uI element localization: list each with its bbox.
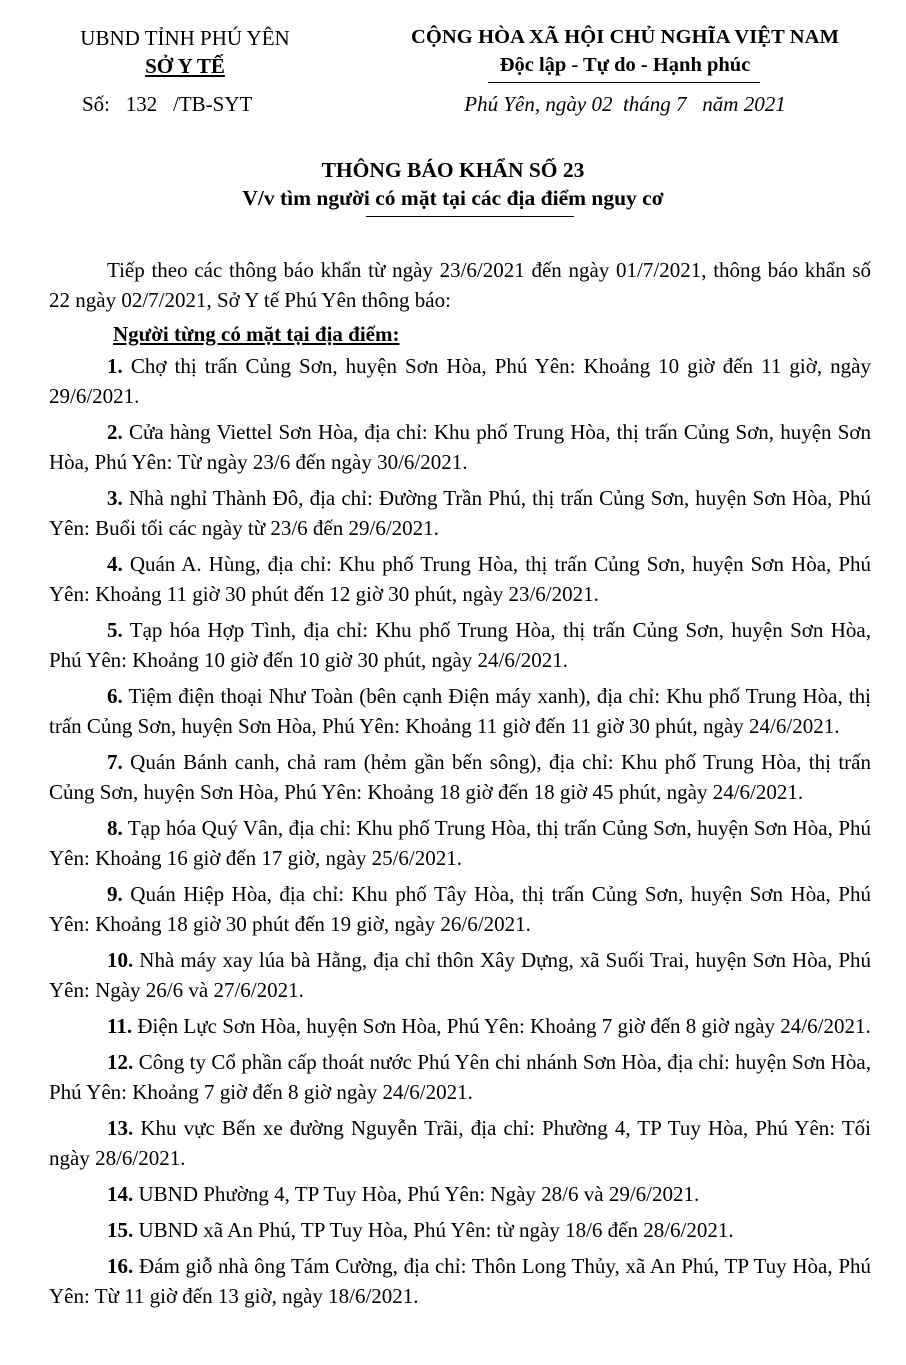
- list-item: [49, 483, 871, 543]
- item-number: 2.: [107, 420, 123, 444]
- list-item: [49, 1215, 871, 1245]
- intro-paragraph: Tiếp theo các thông báo khẩn từ ngày 23/6/2021 đến ngày 01/7/2021, thông báo khẩn số 22 ngày 02/7/2021, Sở Y tế Phú Yên thông báo:: [49, 258, 871, 312]
- list-item: [49, 417, 871, 477]
- item-text: UBND xã An Phú, TP Tuy Hòa, Phú Yên: từ ngày 18/6 đến 28/6/2021.: [138, 1218, 734, 1242]
- notice-body: [49, 255, 871, 1317]
- item-number: 12.: [107, 1050, 134, 1074]
- title-block: [0, 156, 906, 212]
- issue-date: Phú Yên, ngày 02 tháng 7 năm 2021: [464, 92, 786, 116]
- item-text: UBND Phường 4, TP Tuy Hòa, Phú Yên: Ngày 28/6 và 29/6/2021.: [138, 1182, 700, 1206]
- list-item: [49, 681, 871, 741]
- item-text: Chợ thị trấn Củng Sơn, huyện Sơn Hòa, Phú Yên: Khoảng 10 giờ đến 11 giờ, ngày 29/6/2021.: [49, 354, 871, 408]
- list-item: [49, 351, 871, 411]
- item-text: Nhà máy xay lúa bà Hằng, địa chỉ thôn Xây Dựng, xã Suối Trai, huyện Sơn Hòa, Phú Yên: Ngày 26/6 và 27/6/2021.: [49, 948, 871, 1002]
- item-number: 15.: [107, 1218, 134, 1242]
- list-item: [49, 1251, 871, 1311]
- item-text: Điện Lực Sơn Hòa, huyện Sơn Hòa, Phú Yên: Khoảng 7 giờ đến 8 giờ ngày 24/6/2021.: [137, 1014, 871, 1038]
- item-text: Công ty Cổ phần cấp thoát nước Phú Yên chi nhánh Sơn Hòa, địa chỉ: huyện Sơn Hòa, Phú Yên: Khoảng 7 giờ đến 8 giờ ngày 24/6/2021.: [49, 1050, 871, 1104]
- item-number: 6.: [107, 684, 123, 708]
- subtitle-underline: [366, 216, 574, 217]
- list-item: [49, 1113, 871, 1173]
- item-number: 7.: [107, 750, 123, 774]
- document-number: Số: 132 /TB-SYT: [82, 92, 253, 116]
- item-text: Tiệm điện thoại Như Toàn (bên cạnh Điện máy xanh), địa chỉ: Khu phố Trung Hòa, thị trấn Củng Sơn, huyện Sơn Hòa, Phú Yên: Khoảng 11 giờ đến 11 giờ 30 phút, ngày 24/6/2021.: [49, 684, 871, 738]
- item-number: 13.: [107, 1116, 134, 1140]
- item-number: 11.: [107, 1014, 133, 1038]
- item-number: 14.: [107, 1182, 134, 1206]
- item-text: Cửa hàng Viettel Sơn Hòa, địa chỉ: Khu phố Trung Hòa, thị trấn Củng Sơn, huyện Sơn Hòa, Phú Yên: Từ ngày 23/6 đến ngày 30/6/2021.: [49, 420, 872, 474]
- item-number: 10.: [107, 948, 134, 972]
- motto-underline: [488, 82, 760, 83]
- location-list: [49, 351, 871, 1311]
- national-motto: Độc lập - Tự do - Hạnh phúc: [499, 54, 751, 76]
- item-text: Tạp hóa Hợp Tình, địa chỉ: Khu phố Trung Hòa, thị trấn Củng Sơn, huyện Sơn Hòa, Phú Yên: Khoảng 10 giờ đến 10 giờ 30 phút, ngày 24/6/2021.: [49, 618, 871, 672]
- list-item: [49, 747, 871, 807]
- item-number: 1.: [107, 354, 123, 378]
- list-item: [49, 615, 871, 675]
- list-item: [49, 1179, 871, 1209]
- item-number: 8.: [107, 816, 123, 840]
- issuing-department-text: SỞ Y TẾ: [145, 54, 225, 78]
- item-text: Tạp hóa Quý Vân, địa chỉ: Khu phố Trung Hòa, thị trấn Củng Sơn, huyện Sơn Hòa, Phú Yên: Khoảng 16 giờ đến 17 giờ, ngày 25/6/2021.: [49, 816, 872, 870]
- item-text: Quán Bánh canh, chả ram (hẻm gần bến sông), địa chỉ: Khu phố Trung Hòa, thị trấn Củng Sơn, huyện Sơn Hòa, Phú Yên: Khoảng 18 giờ đến 18 giờ 45 phút, ngày 24/6/2021.: [49, 750, 871, 804]
- item-number: 16.: [107, 1254, 134, 1278]
- notice-title: THÔNG BÁO KHẨN SỐ 23: [321, 158, 585, 182]
- list-item: [49, 945, 871, 1005]
- item-text: Khu vực Bến xe đường Nguyễn Trãi, địa chỉ: Phường 4, TP Tuy Hòa, Phú Yên: Tối ngày 28/6/2021.: [49, 1116, 871, 1170]
- item-number: 4.: [107, 552, 123, 576]
- issuing-department: [40, 54, 330, 79]
- list-item: [49, 813, 871, 873]
- item-text: Đám giỗ nhà ông Tám Cường, địa chỉ: Thôn Long Thủy, xã An Phú, TP Tuy Hòa, Phú Yên: Từ 11 giờ đến 13 giờ, ngày 18/6/2021.: [49, 1254, 871, 1308]
- list-item: [49, 549, 871, 609]
- document-header: [0, 0, 906, 140]
- list-item: [49, 1011, 871, 1041]
- list-item: [49, 879, 871, 939]
- section-heading: Người từng có mặt tại địa điểm:: [113, 322, 400, 346]
- item-text: Nhà nghỉ Thành Đô, địa chỉ: Đường Trần Phú, thị trấn Củng Sơn, huyện Sơn Hòa, Phú Yên: Buổi tối các ngày từ 23/6 đến 29/6/2021.: [49, 486, 872, 540]
- item-text: Quán A. Hùng, địa chỉ: Khu phố Trung Hòa, thị trấn Củng Sơn, huyện Sơn Hòa, Phú Yên: Khoảng 11 giờ 30 phút đến 12 giờ 30 phút, ngày 23/6/2021.: [49, 552, 871, 606]
- notice-subtitle: V/v tìm người có mặt tại các địa điểm nguy cơ: [242, 186, 664, 210]
- item-number: 3.: [107, 486, 123, 510]
- item-number: 9.: [107, 882, 123, 906]
- item-number: 5.: [107, 618, 123, 642]
- item-text: Quán Hiệp Hòa, địa chỉ: Khu phố Tây Hòa, thị trấn Củng Sơn, huyện Sơn Hòa, Phú Yên: Khoảng 18 giờ 30 phút đến 19 giờ, ngày 26/6/2021.: [49, 882, 871, 936]
- national-title: CỘNG HÒA XÃ HỘI CHỦ NGHĨA VIỆT NAM: [410, 26, 840, 48]
- issuing-authority: UBND TỈNH PHÚ YÊN: [80, 26, 290, 50]
- list-item: [49, 1047, 871, 1107]
